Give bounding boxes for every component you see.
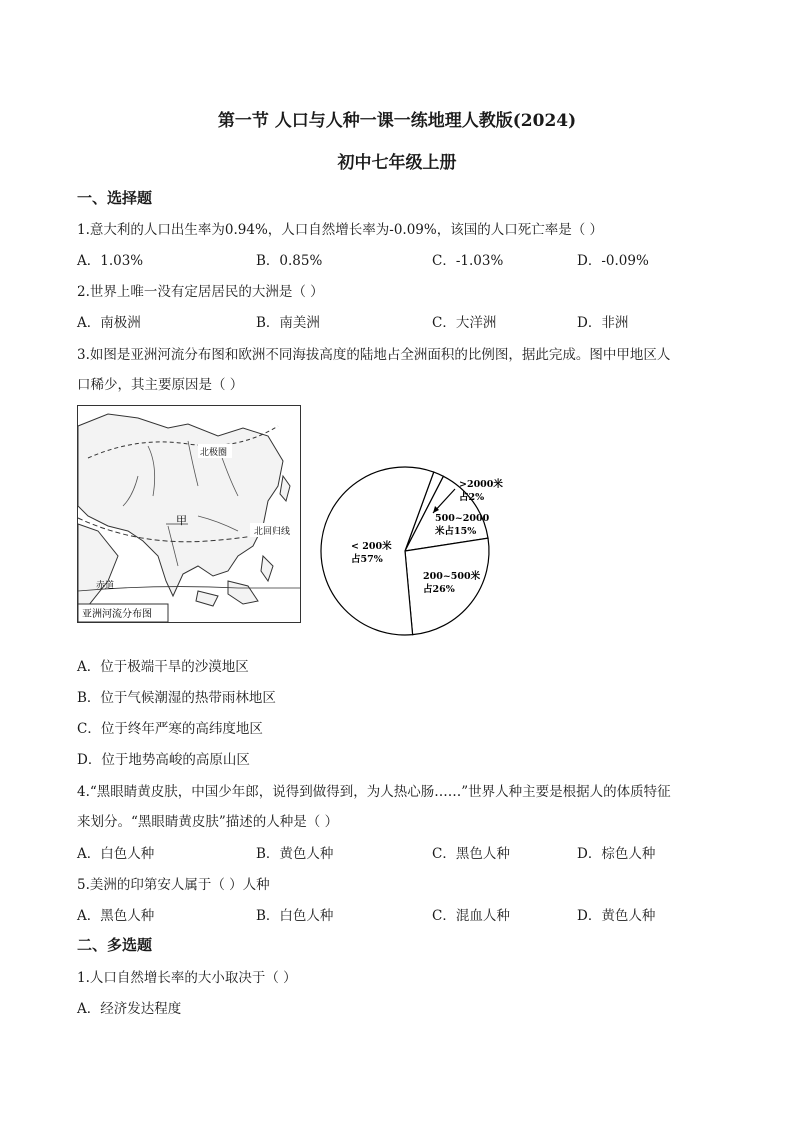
question-1-stem: 1.意大利的人口出生率为0.94%，人口自然增长率为-0.09%，该国的人口死亡率是（ ） xyxy=(77,222,604,238)
africa-arabia-landmass xyxy=(78,524,118,616)
question-3-stem-line1: 3.如图是亚洲河流分布图和欧洲不同海拔高度的陆地占全洲面积的比例图，据此完成。图中甲地区人 xyxy=(77,347,671,363)
q1-option-b[interactable]: B．0.85% xyxy=(256,253,323,269)
elevation-pie-chart xyxy=(315,461,503,645)
q2-option-a[interactable]: A．南极洲 xyxy=(77,315,141,331)
pie-label-1-2: 占26% xyxy=(423,584,455,595)
q1-option-d[interactable]: D．-0.09% xyxy=(577,253,649,269)
q5-option-d[interactable]: D．黄色人种 xyxy=(577,908,656,924)
q5-option-b[interactable]: B．白色人种 xyxy=(256,908,334,924)
question-2-stem: 2.世界上唯一没有定居居民的大洲是（ ） xyxy=(77,284,324,300)
q2-option-b[interactable]: B．南美洲 xyxy=(256,315,320,331)
pie-label-2-2: 米占15% xyxy=(435,526,477,537)
pie-label-1-1: 200~500米 xyxy=(423,571,481,582)
pie-label-0-1: < 200米 xyxy=(351,541,392,552)
pie-label-3-1: >2000米 xyxy=(459,479,503,490)
page-title: 第一节 人口与人种一课一练地理人教版(2024) xyxy=(217,111,577,131)
pie-label-2-1: 500~2000 xyxy=(435,513,490,524)
q5-option-a[interactable]: A．黑色人种 xyxy=(77,908,155,924)
q5-option-c[interactable]: C．混血人种 xyxy=(432,908,510,924)
japan-islands xyxy=(280,476,290,501)
q4-option-a[interactable]: A．白色人种 xyxy=(77,846,155,862)
q3-option-a[interactable]: A．位于极端干旱的沙漠地区 xyxy=(77,659,249,675)
q4-option-b[interactable]: B．黄色人种 xyxy=(256,846,334,862)
question-4-stem-line2: 来划分。“黑眼睛黄皮肤”描述的人种是（ ） xyxy=(77,814,339,830)
pie-label-3-2: 占2% xyxy=(459,492,485,503)
pie-label-0-2: 占57% xyxy=(351,554,383,565)
page-subtitle: 初中七年级上册 xyxy=(337,153,457,173)
q3-option-c[interactable]: C．位于终年严寒的高纬度地区 xyxy=(77,721,263,737)
map-caption: 亚洲河流分布图 xyxy=(82,609,152,620)
multi-q1-option-a[interactable]: A．经济发达程度 xyxy=(77,1001,182,1017)
map-equator-label: 赤道 xyxy=(96,581,115,591)
asia-river-map xyxy=(77,405,301,623)
q4-option-c[interactable]: C．黑色人种 xyxy=(432,846,510,862)
q2-option-d[interactable]: D．非洲 xyxy=(577,315,629,331)
map-tropic-label: 北回归线 xyxy=(254,527,291,537)
question-5-stem: 5.美洲的印第安人属于（ ）人种 xyxy=(77,877,270,893)
section-single-choice: 一、选择题 xyxy=(77,189,153,207)
map-arctic-circle-label: 北极圈 xyxy=(200,448,228,458)
q1-option-a[interactable]: A．1.03% xyxy=(77,253,144,269)
pie-svg xyxy=(315,461,503,641)
multi-question-1-stem: 1.人口自然增长率的大小取决于（ ） xyxy=(77,970,297,986)
question-4-stem-line1: 4.“黑眼睛黄皮肤，中国少年郎，说得到做得到，为人热心肠……”世界人种主要是根据人的体质特征 xyxy=(77,784,671,800)
q3-option-b[interactable]: B．位于气候潮湿的热带雨林地区 xyxy=(77,690,276,706)
q1-option-c[interactable]: C．-1.03% xyxy=(432,253,504,269)
map-region-label: 甲 xyxy=(176,514,187,527)
q2-option-c[interactable]: C．大洋洲 xyxy=(432,315,497,331)
question-3-stem-line2: 口稀少，其主要原因是（ ） xyxy=(77,377,244,393)
q4-option-d[interactable]: D．棕色人种 xyxy=(577,846,656,862)
section-multiple-choice: 二、多选题 xyxy=(77,936,153,954)
q3-option-d[interactable]: D．位于地势高峻的高原山区 xyxy=(77,752,250,768)
